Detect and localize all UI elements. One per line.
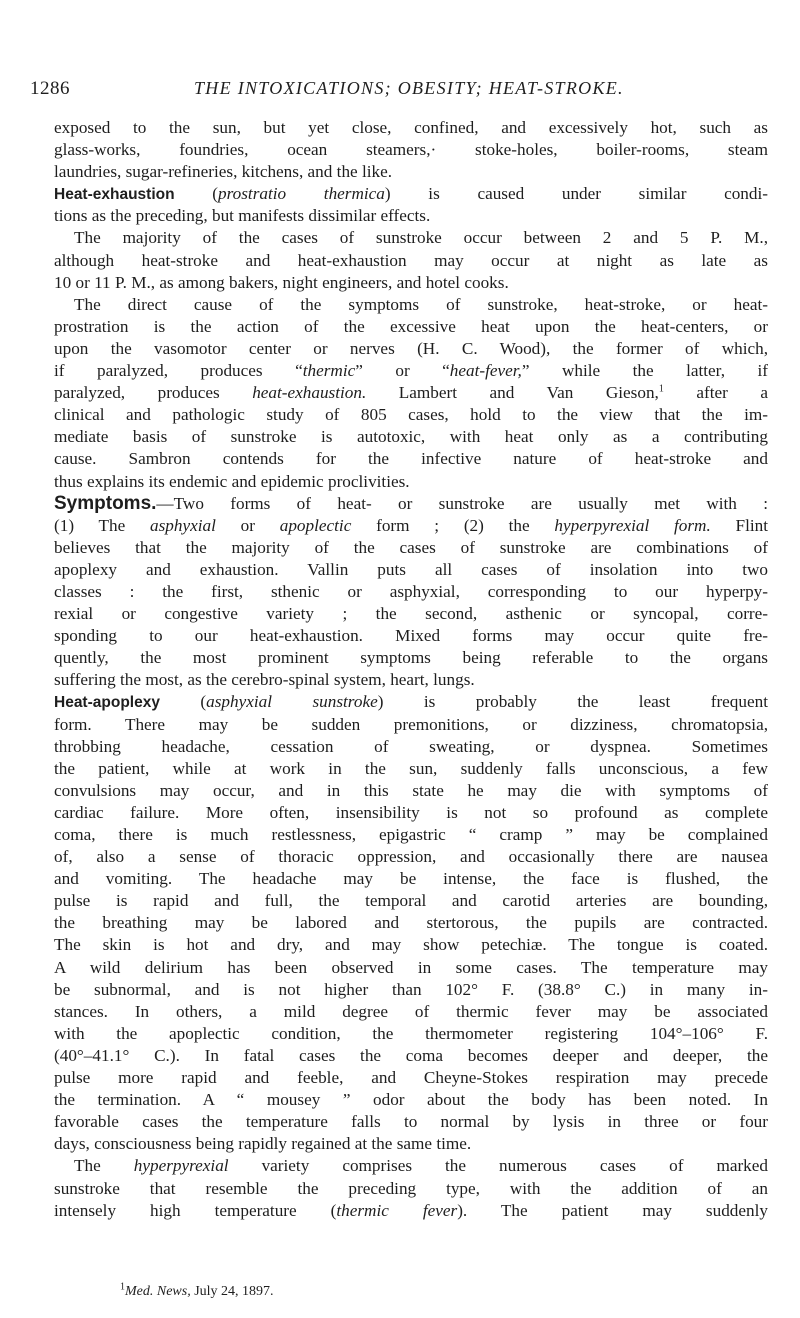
text-line: favorable cases the temperature falls to normal by lysis in three or four xyxy=(54,1112,768,1132)
text-line: apoplexy and exhaustion. Vallin puts all cases of insolation into two xyxy=(54,559,768,579)
text-line: throbbing headache, cessation of sweating, or dyspnea. Sometimes xyxy=(54,736,768,756)
text-line: quently, the most prominent symptoms being referable to the organs xyxy=(54,648,768,668)
text-line: pulse is rapid and full, the temporal and carotid arteries are bounding, xyxy=(54,891,768,911)
section-heading-symptoms: Symptoms. xyxy=(54,492,157,514)
text-line: prostration is the action of the excessive heat upon the heat-centers, or xyxy=(54,316,768,336)
text-line: paralyzed, produces heat-exhaustion. Lambert and Van Gieson,$^1$ after a xyxy=(54,383,769,403)
section-heading-heat-exhaustion: Heat-exhaustion xyxy=(54,186,175,204)
text-line: coma, there is much restlessness, epigastric “ cramp ” may be complained xyxy=(54,825,768,844)
text-line: sunstroke that resemble the preceding type, with the addition of an xyxy=(54,1178,768,1198)
text-line: form. There may be sudden premonitions, or dizziness, chromatopsia, xyxy=(54,714,768,734)
text-line: (1) The asphyxial or apoplectic form ; (2) the hyperpyrexial form. Flint xyxy=(54,515,768,535)
text-line: Heat-exhaustion (prostratio thermica) is caused under similar condi- xyxy=(54,184,768,204)
text-line: suffering the most, as the cerebro-spinal system, heart, lungs. xyxy=(54,670,475,690)
text-line: days, consciousness being rapidly regained at the same time. xyxy=(54,1134,472,1154)
running-title: THE INTOXICATIONS; OBESITY; HEAT-STROKE. xyxy=(194,78,624,98)
text-line: glass-works, foundries, ocean steamers,· stoke-holes, boiler-rooms, steam xyxy=(54,140,768,160)
footnote-marker: 1 xyxy=(120,1281,125,1293)
text-line: be subnormal, and is not higher than 102° F. (38.8° C.) in many in- xyxy=(54,979,768,999)
text-line: exposed to the sun, but yet close, confined, and excessively hot, such as xyxy=(54,118,768,137)
text-line: thus explains its endemic and epidemic proclivities. xyxy=(54,471,410,491)
text-line: (40°–41.1° C.). In fatal cases the coma becomes deeper and deeper, the xyxy=(54,1045,768,1065)
text-line: cause. Sambron contends for the infective nature of heat-stroke and xyxy=(54,449,768,469)
text-line: pulse more rapid and feeble, and Cheyne-Stokes respiration may precede xyxy=(54,1068,768,1088)
footnote xyxy=(120,1281,274,1300)
page-number: 1286 xyxy=(30,78,70,99)
text-line: laundries, sugar-refineries, kitchens, and the like. xyxy=(54,162,393,182)
text-line: Heat-apoplexy (asphyxial sunstroke) is probably the least frequent xyxy=(54,692,768,712)
text-line: the patient, while at work in the sun, suddenly falls unconscious, a few xyxy=(54,758,768,778)
text-line: with the apoplectic condition, the thermometer registering 104°–106° F. xyxy=(54,1023,768,1043)
text-line: the breathing may be labored and stertorous, the pupils are contracted. xyxy=(54,913,768,933)
running-head xyxy=(30,78,770,108)
text-line: The hyperpyrexial variety comprises the numerous cases of marked xyxy=(74,1156,768,1176)
text-line: and vomiting. The headache may be intense, the face is flushed, the xyxy=(54,869,768,889)
text-line: convulsions may occur, and in this state he may die with symptoms of xyxy=(54,780,768,800)
text-line: The majority of the cases of sunstroke occur between 2 and 5 P. M., xyxy=(74,228,768,248)
text-line: believes that the majority of the cases of sunstroke are combinations of xyxy=(54,537,768,557)
text-line: classes : the first, sthenic or asphyxial, corresponding to our hyperpy- xyxy=(54,581,768,601)
footnote-ref: 1 xyxy=(658,383,664,395)
text-line: clinical and pathologic study of 805 cases, hold to the view that the im- xyxy=(54,405,768,425)
text-line: although heat-stroke and heat-exhaustion may occur at night as late as xyxy=(54,250,768,270)
text-line: if paralyzed, produces “thermic” or “heat-fever,” while the latter, if xyxy=(54,361,768,381)
text-line: upon the vasomotor center or nerves (H. C. Wood), the former of which, xyxy=(54,338,768,358)
text-line: sponding to our heat-exhaustion. Mixed forms may occur quite fre- xyxy=(54,626,768,646)
text-line: The skin is hot and dry, and may show petechiæ. The tongue is coated. xyxy=(54,935,768,955)
section-heading-heat-apoplexy: Heat-apoplexy xyxy=(54,694,160,712)
text-line: of, also a sense of thoracic oppression, and occasionally there are nausea xyxy=(54,847,768,867)
text-line: A wild delirium has been observed in some cases. The temperature may xyxy=(54,957,768,977)
text-line: stances. In others, a mild degree of thermic fever may be associated xyxy=(54,1001,768,1021)
text-line: mediate basis of sunstroke is autotoxic, with heat only as a contributing xyxy=(54,427,768,447)
text-line: tions as the preceding, but manifests dissimilar effects. xyxy=(54,206,431,226)
footnote-date: July 24, 1897. xyxy=(190,1284,274,1299)
text-line: cardiac failure. More often, insensibility is not so profound as complete xyxy=(54,802,768,822)
text-line: The direct cause of the symptoms of sunstroke, heat-stroke, or heat- xyxy=(74,294,768,314)
text-line: 10 or 11 P. M., as among bakers, night engineers, and hotel cooks. xyxy=(54,272,509,292)
text-line: rexial or congestive variety ; the second, asthenic or syncopal, corre- xyxy=(54,604,768,624)
text-line: the termination. A “ mousey ” odor about the body has been noted. In xyxy=(54,1090,768,1110)
text-line: intensely high temperature (thermic fever). The patient may suddenly xyxy=(54,1200,768,1220)
text-line: Symptoms.—Two forms of heat- or sunstroke are usually met with : xyxy=(54,492,768,514)
body-text xyxy=(54,117,768,1222)
footnote-source: Med. News, xyxy=(125,1284,191,1299)
